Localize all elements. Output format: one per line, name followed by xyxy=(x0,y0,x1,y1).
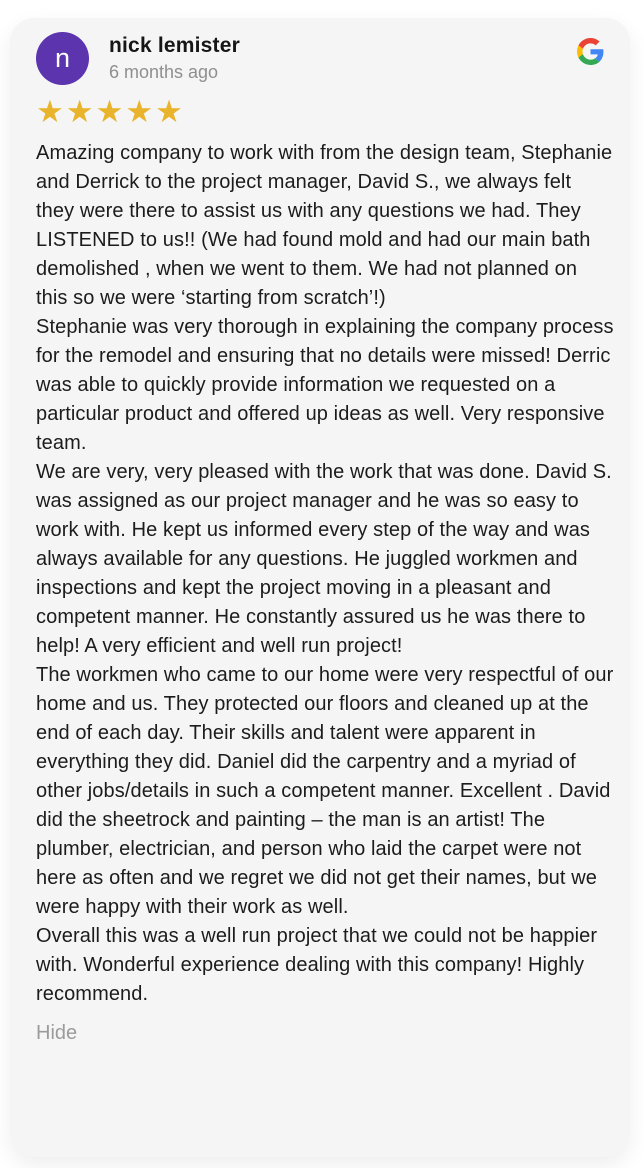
review-text xyxy=(36,139,614,1009)
reviewer-identity xyxy=(109,33,577,85)
review-paragraph: Amazing company to work with from the design team, Stephanie and Derrick to the project manager, David S., we always felt they were there to assist us with any questions we had. They LISTENED to us!! (We had found mold and had our main bath demolished , when we went to them. We had not planned on this so we were ‘starting from scratch’!) xyxy=(36,142,613,309)
avatar xyxy=(36,32,89,85)
review-header xyxy=(36,32,604,85)
star-rating: ★★★★★ xyxy=(36,94,185,130)
reviewer-name: nick lemister xyxy=(109,33,240,57)
review-paragraph: Overall this was a well run project that we could not be happier with. Wonderful experience dealing with this company! Highly recommend. xyxy=(36,925,598,1005)
review-paragraph: Stephanie was very thorough in explaining the company process for the remodel and ensuring that no details were missed! Derric was able to quickly provide information we requested on a particular product and offered up ideas as well. Very responsive team. xyxy=(36,316,614,454)
review-time: 6 months ago xyxy=(109,61,219,82)
review-paragraph: We are very, very pleased with the work that was done. David S. was assigned as our project manager and he was so easy to work with. He kept us informed every step of the way and was always available for any questions. He juggled workmen and inspections and kept the project moving in a pleasant and competent manner. He constantly assured us he was there to help! A very efficient and well run project! xyxy=(36,461,612,657)
avatar-initial: n xyxy=(54,43,71,73)
google-icon[interactable] xyxy=(577,38,604,65)
hide-link[interactable]: Hide xyxy=(36,1022,78,1044)
review-paragraph: The workmen who came to our home were very respectful of our home and us. They protected our floors and cleaned up at the end of each day. Their skills and talent were apparent in everything they did. Daniel did the carpentry and a myriad of other jobs/details in such a competent manner. Excellent . David did the sheetrock and painting – the man is an artist! The plumber, electrician, and person who laid the carpet were not here as often and we regret we did not get their names, but we were happy with their work as well. xyxy=(36,664,614,918)
review-card xyxy=(10,18,630,1157)
